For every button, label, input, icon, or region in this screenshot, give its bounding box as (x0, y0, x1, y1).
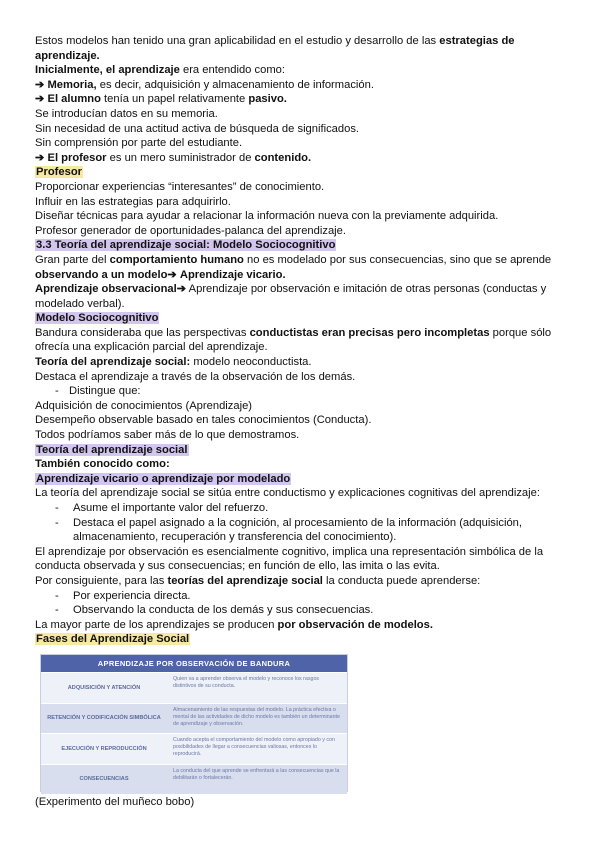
list-item: - Destaca el papel asignado a la cognición, al procesamiento de la información (adquisición, almacenamiento, recuperación y transferencia del conocimiento). (55, 516, 523, 544)
table-phase: CONSECUENCIAS (79, 776, 129, 783)
table-desc: Quien va a aprender observa el modelo y reconoce los rasgos distintivos de su conducta. (173, 676, 320, 689)
table-phase: ADQUISICIÓN Y ATENCIÓN (67, 684, 141, 691)
arrow-icon: ➔ (35, 93, 45, 106)
table-row (41, 703, 347, 734)
list-item: - Por experiencia directa. (55, 589, 191, 602)
table-phase: RETENCIÓN Y CODIFICACIÓN SIMBÓLICA (47, 715, 161, 722)
paragraph: Gran parte del comportamiento humano no es modelado por sus consecuencias, sino que se aprende observando a un modelo➔ Aprendizaje vicario. (35, 253, 552, 281)
arrow-icon: ➔ (167, 268, 177, 281)
table-phase: EJECUCIÓN Y REPRODUCCIÓN (61, 745, 147, 752)
section-heading-fases: Fases del Aprendizaje Social (36, 633, 190, 646)
paragraph: Sin necesidad de una actitud activa de búsqueda de significados. (35, 122, 360, 135)
arrow-icon: ➔ (35, 78, 45, 91)
paragraph: Proporcionar experiencias “interesantes” de conocimiento. (35, 180, 325, 193)
paragraph: También conocido como: (35, 458, 170, 471)
arrow-item: ➔ Memoria, es decir, adquisición y almacenamiento de información. (35, 78, 374, 91)
paragraph: Desempeño observable basado en tales conocimientos (Conducta). (35, 414, 372, 427)
table-row (41, 733, 347, 764)
table-row (41, 672, 347, 703)
section-heading-3-3: 3.3 Teoría del aprendizaje social: Modelo Sociocognitivo (36, 239, 336, 252)
document-body (35, 34, 555, 647)
list-item: - Observando la conducta de los demás y sus consecuencias. (55, 604, 374, 617)
caption: (Experimento del muñeco bobo) (35, 796, 195, 808)
table-row (41, 764, 347, 795)
arrow-item: ➔ El alumno tenía un papel relativamente pasivo. (35, 93, 287, 106)
list-item: - Asume el importante valor del refuerzo. (55, 502, 269, 514)
paragraph: Destaca el aprendizaje a través de la observación de los demás. (35, 370, 356, 383)
paragraph: Se introducían datos en su memoria. (35, 107, 218, 120)
paragraph: Influir en las estrategias para adquirirlo. (35, 195, 231, 208)
section-heading-profesor: Profesor (36, 166, 83, 179)
paragraph: El aprendizaje por observación es esencialmente cognitivo, implica una representación simbólica de la conducta observada y sus consecuencias; en función de ello, las imita o las evita. (35, 545, 544, 573)
paragraph: Sin comprensión por parte del estudiante. (35, 137, 243, 150)
table-desc: La conducta del que aprende se enfrentará a las consecuencias que la debilitarán o fortalecerán. (173, 767, 340, 781)
section-heading-teoria: Teoría del aprendizaje social (36, 443, 188, 456)
paragraph: La teoría del aprendizaje social se sitúa entre conductismo y explicaciones cognitivas del aprendizaje: (35, 487, 540, 500)
bandura-table (40, 654, 348, 792)
paragraph: Todos podríamos saber más de lo que demostramos. (35, 429, 300, 442)
paragraph: Aprendizaje observacional➔ Aprendizaje por observación e imitación de otras personas (conductas y modelado verbal). (35, 283, 547, 310)
paragraph: Teoría del aprendizaje social: modelo neoconductista. (35, 356, 312, 369)
paragraph: Por consiguiente, para las teorías del aprendizaje social la conducta puede aprenderse: (35, 574, 481, 587)
list-item: - Distingue que: (55, 385, 141, 398)
table-desc: Almacenamiento de las respuestas del modelo. La práctica efectiva o mental de las actividades de dicho modelo es también un determinante de aprendizaje y observación. (173, 706, 340, 727)
paragraph: Bandura consideraba que las perspectivas conductistas eran precisas pero incompletas porque sólo ofrecía una explicación parcial del aprendizaje. (35, 326, 552, 354)
paragraph: Inicialmente, el aprendizaje era entendido como: (35, 64, 285, 77)
paragraph: Diseñar técnicas para ayudar a relacionar la información nueva con la previamente adquirida. (35, 210, 499, 223)
arrow-item: ➔ El profesor es un mero suministrador de contenido. (35, 151, 312, 164)
paragraph: Estos modelos han tenido una gran aplicabilidad en el estudio y desarrollo de las estrategias de aprendizaje. (35, 35, 515, 62)
arrow-icon: ➔ (35, 151, 45, 164)
table-title: APRENDIZAJE POR OBSERVACIÓN DE BANDURA (41, 655, 347, 672)
paragraph: Profesor generador de oportunidades-palanca del aprendizaje. (35, 224, 346, 237)
paragraph: Adquisición de conocimientos (Aprendizaje) (35, 399, 253, 412)
paragraph: La mayor parte de los aprendizajes se producen por observación de modelos. (35, 618, 433, 631)
table-desc: Cuando acepta el comportamiento del modelo como apropiado y con posibilidades de llegar a consecuencias valiosas, entonces lo reproducirá. (173, 737, 335, 757)
section-heading-modelo: Modelo Sociocognitivo (36, 312, 159, 325)
section-heading-vicario: Aprendizaje vicario o aprendizaje por modelado (36, 472, 291, 485)
arrow-icon: ➔ (176, 283, 187, 296)
